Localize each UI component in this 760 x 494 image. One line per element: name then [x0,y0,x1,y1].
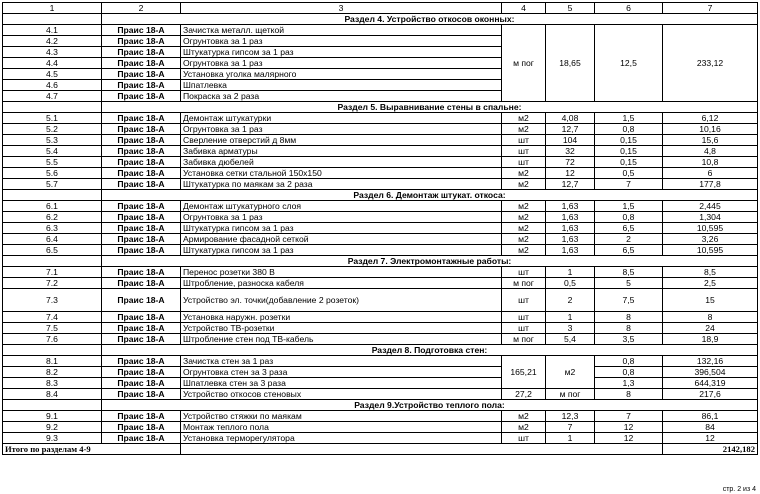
item-number: 5.4 [3,146,102,157]
quantity-cell: 1,63 [546,201,595,212]
quantity-cell: 27,2 [502,389,546,400]
sum-cell: 2,5 [663,278,758,289]
price-code: Праис 18-А [102,135,181,146]
section-header-row [3,102,758,113]
quantity-cell: 32 [546,146,595,157]
price-code: Праис 18-А [102,201,181,212]
unit-cell: м2 [502,223,546,234]
table-row [3,223,758,234]
sum-cell: 1,304 [663,212,758,223]
price-cell: 7,5 [595,289,663,312]
work-description: Установка уголка малярного [181,69,502,80]
price-code: Праис 18-А [102,389,181,400]
price-cell: 7 [595,179,663,190]
price-code: Праис 18-А [102,223,181,234]
item-number: 4.3 [3,47,102,58]
price-cell: 8,5 [595,267,663,278]
quantity-cell: 1,63 [546,234,595,245]
work-description: Огрунтовка стен за 3 раза [181,367,502,378]
work-description: Устройство ТВ-розетки [181,323,502,334]
work-description: Зачистка металл. щеткой [181,25,502,36]
unit-cell: м2 [502,422,546,433]
work-description: Армирование фасадной сеткой [181,234,502,245]
total-spacer [181,444,663,455]
item-number: 8.3 [3,378,102,389]
work-description: Перенос розетки 380 В [181,267,502,278]
item-number: 5.6 [3,168,102,179]
price-code: Праис 18-А [102,245,181,256]
unit-cell: м2 [502,201,546,212]
unit-cell: м2 [546,356,595,389]
section-header-row [3,400,758,411]
price-code: Праис 18-А [102,58,181,69]
column-number: 3 [181,3,502,14]
estimate-table [2,2,758,455]
section-header-row [3,14,758,25]
work-description: Установка сетки стальной 150х150 [181,168,502,179]
price-cell: 0,8 [595,124,663,135]
item-number: 7.4 [3,312,102,323]
quantity-cell: 4,08 [546,113,595,124]
sum-cell: 2,445 [663,201,758,212]
item-number: 7.2 [3,278,102,289]
price-cell: 2 [595,234,663,245]
price-cell: 8 [595,312,663,323]
sum-cell: 6,12 [663,113,758,124]
section-title: Раздел 5. Выравнивание стены в спальне: [102,102,758,113]
table-row [3,367,758,378]
item-number: 4.4 [3,58,102,69]
table-row [3,113,758,124]
price-cell: 0,8 [595,367,663,378]
unit-cell: м2 [502,113,546,124]
section-spacer [3,102,102,113]
item-number: 6.4 [3,234,102,245]
work-description: Штукатурка гипсом за 1 раз [181,245,502,256]
price-code: Праис 18-А [102,234,181,245]
sum-cell: 217,6 [663,389,758,400]
price-cell: 8 [595,323,663,334]
price-code: Праис 18-А [102,47,181,58]
section-header-row [3,256,758,267]
work-description: Монтаж теплого пола [181,422,502,433]
work-description: Штробление, разноска кабеля [181,278,502,289]
price-cell: 1,3 [595,378,663,389]
section-spacer [3,400,102,411]
quantity-cell: 1,63 [546,212,595,223]
table-row [3,212,758,223]
section-title: Раздел 8. Подготовка стен: [102,345,758,356]
item-number: 8.4 [3,389,102,400]
quantity-cell: 2 [546,289,595,312]
quantity-cell: 1,63 [546,245,595,256]
item-number: 5.1 [3,113,102,124]
price-code: Праис 18-А [102,433,181,444]
item-number: 4.6 [3,80,102,91]
quantity-cell: 165,21 [502,356,546,389]
work-description: Штукатурка гипсом за 1 раз [181,223,502,234]
unit-cell: м2 [502,179,546,190]
section-spacer [3,190,102,201]
unit-cell: м2 [502,168,546,179]
table-row [3,356,758,367]
table-row [3,157,758,168]
work-description: Забивка арматуры [181,146,502,157]
unit-cell: м2 [502,245,546,256]
quantity-cell: 18,65 [546,25,595,102]
item-number: 7.3 [3,289,102,312]
table-row [3,234,758,245]
section-title: Раздел 4. Устройство откосов оконных: [102,14,758,25]
sum-cell: 86,1 [663,411,758,422]
price-code: Праис 18-А [102,179,181,190]
work-description: Устройство эл. точки(добавление 2 розеток) [181,289,502,312]
column-number: 2 [102,3,181,14]
quantity-cell: 7 [546,422,595,433]
quantity-cell: 1 [546,312,595,323]
price-cell: 3,5 [595,334,663,345]
unit-cell: шт [502,135,546,146]
item-number: 9.2 [3,422,102,433]
price-cell: 0,8 [595,212,663,223]
sum-cell: 24 [663,323,758,334]
price-cell: 7 [595,411,663,422]
price-code: Праис 18-А [102,36,181,47]
price-code: Праис 18-А [102,80,181,91]
quantity-cell: 72 [546,157,595,168]
item-number: 8.1 [3,356,102,367]
item-number: 6.5 [3,245,102,256]
price-code: Праис 18-А [102,146,181,157]
unit-cell: м пог [502,25,546,102]
table-row [3,201,758,212]
sum-cell: 4,8 [663,146,758,157]
unit-cell: м пог [546,389,595,400]
price-cell: 0,15 [595,157,663,168]
sum-cell: 396,504 [663,367,758,378]
table-row [3,411,758,422]
item-number: 4.2 [3,36,102,47]
unit-cell: шт [502,157,546,168]
work-description: Демонтаж штукатурки [181,113,502,124]
price-code: Праис 18-А [102,323,181,334]
table-row [3,124,758,135]
price-code: Праис 18-А [102,113,181,124]
unit-cell: м пог [502,278,546,289]
section-title: Раздел 6. Демонтаж штукат. откоса: [102,190,758,201]
item-number: 6.2 [3,212,102,223]
item-number: 4.7 [3,91,102,102]
price-code: Праис 18-А [102,69,181,80]
unit-cell: шт [502,289,546,312]
table-row [3,168,758,179]
table-row [3,312,758,323]
work-description: Зачистка стен за 1 раз [181,356,502,367]
table-row [3,245,758,256]
sum-cell: 6 [663,168,758,179]
sum-cell: 644,319 [663,378,758,389]
work-description: Огрунтовка за 1 раз [181,58,502,69]
sum-cell: 8 [663,312,758,323]
table-row [3,334,758,345]
sum-cell: 10,595 [663,245,758,256]
section-header-row [3,345,758,356]
unit-cell: м2 [502,124,546,135]
total-label: Итого по разделам 4-9 [3,444,181,455]
item-number: 4.5 [3,69,102,80]
price-cell: 1,5 [595,113,663,124]
section-spacer [3,256,102,267]
work-description: Огрунтовка за 1 раз [181,36,502,47]
table-row [3,433,758,444]
price-code: Праис 18-А [102,168,181,179]
item-number: 7.5 [3,323,102,334]
unit-cell: шт [502,146,546,157]
unit-cell: шт [502,312,546,323]
item-number: 5.7 [3,179,102,190]
price-cell: 12 [595,422,663,433]
work-description: Шпатлевка [181,80,502,91]
sum-cell: 177,8 [663,179,758,190]
unit-cell: м2 [502,234,546,245]
sum-cell: 15 [663,289,758,312]
price-code: Праис 18-А [102,356,181,367]
column-number: 7 [663,3,758,14]
work-description: Забивка дюбелей [181,157,502,168]
table-row [3,389,758,400]
price-code: Праис 18-А [102,212,181,223]
price-cell: 0,8 [595,356,663,367]
price-code: Праис 18-А [102,124,181,135]
price-cell: 6,5 [595,245,663,256]
quantity-cell: 104 [546,135,595,146]
sum-cell: 10,595 [663,223,758,234]
unit-cell: шт [502,433,546,444]
work-description: Сверление отверстий д 8мм [181,135,502,146]
price-cell: 0,15 [595,146,663,157]
work-description: Штробление стен под ТВ-кабель [181,334,502,345]
work-description: Шпатлевка стен за 3 раза [181,378,502,389]
price-code: Праис 18-А [102,334,181,345]
price-code: Праис 18-А [102,289,181,312]
table-row [3,146,758,157]
quantity-cell: 12,3 [546,411,595,422]
section-spacer [3,14,102,25]
table-row [3,179,758,190]
table-row [3,289,758,312]
quantity-cell: 1 [546,267,595,278]
item-number: 5.3 [3,135,102,146]
price-cell: 0,15 [595,135,663,146]
table-row [3,323,758,334]
price-code: Праис 18-А [102,411,181,422]
item-number: 9.3 [3,433,102,444]
sum-cell: 8,5 [663,267,758,278]
table-row [3,422,758,433]
unit-cell: м пог [502,334,546,345]
sum-cell: 10,16 [663,124,758,135]
work-description: Огрунтовка за 1 раз [181,124,502,135]
table-row [3,378,758,389]
column-number-row [3,3,758,14]
price-code: Праис 18-А [102,267,181,278]
quantity-cell: 12,7 [546,179,595,190]
table-row [3,135,758,146]
quantity-cell: 5,4 [546,334,595,345]
item-number: 7.6 [3,334,102,345]
section-header-row [3,190,758,201]
price-code: Праис 18-А [102,25,181,36]
column-number: 4 [502,3,546,14]
table-row [3,278,758,289]
table-row [3,267,758,278]
price-cell: 8 [595,389,663,400]
item-number: 5.2 [3,124,102,135]
price-cell: 1,5 [595,201,663,212]
quantity-cell: 12,7 [546,124,595,135]
price-cell: 5 [595,278,663,289]
sum-cell: 10,8 [663,157,758,168]
work-description: Штукатурка по маякам за 2 раза [181,179,502,190]
work-description: Демонтаж штукатурного слоя [181,201,502,212]
item-number: 7.1 [3,267,102,278]
total-row [3,444,758,455]
quantity-cell: 1,63 [546,223,595,234]
page-number: стр. 2 из 4 [722,486,756,493]
work-description: Установка наружн. розетки [181,312,502,323]
item-number: 4.1 [3,25,102,36]
work-description: Огрунтовка за 1 раз [181,212,502,223]
item-number: 8.2 [3,367,102,378]
item-number: 6.3 [3,223,102,234]
sum-cell: 15,6 [663,135,758,146]
section-title: Раздел 7. Электромонтажные работы: [102,256,758,267]
price-code: Праис 18-А [102,278,181,289]
sum-cell: 132,16 [663,356,758,367]
work-description: Устройство стяжки по маякам [181,411,502,422]
sum-cell: 3,26 [663,234,758,245]
quantity-cell: 1 [546,433,595,444]
price-code: Праис 18-А [102,157,181,168]
sum-cell: 12 [663,433,758,444]
total-value: 2142,182 [663,444,758,455]
item-number: 6.1 [3,201,102,212]
unit-cell: шт [502,323,546,334]
sum-cell: 233,12 [663,25,758,102]
work-description: Устройство откосов стеновых [181,389,502,400]
price-cell: 0,5 [595,168,663,179]
price-code: Праис 18-А [102,367,181,378]
sum-cell: 84 [663,422,758,433]
unit-cell: шт [502,267,546,278]
quantity-cell: 0,5 [546,278,595,289]
table-row [3,25,758,36]
price-code: Праис 18-А [102,312,181,323]
quantity-cell: 3 [546,323,595,334]
quantity-cell: 12 [546,168,595,179]
item-number: 9.1 [3,411,102,422]
price-cell: 12,5 [595,25,663,102]
work-description: Установка терморегулятора [181,433,502,444]
price-cell: 12 [595,433,663,444]
price-code: Праис 18-А [102,378,181,389]
unit-cell: м2 [502,212,546,223]
work-description: Штукатурка гипсом за 1 раз [181,47,502,58]
work-description: Покраска за 2 раза [181,91,502,102]
sum-cell: 18,9 [663,334,758,345]
price-code: Праис 18-А [102,91,181,102]
column-number: 6 [595,3,663,14]
item-number: 5.5 [3,157,102,168]
unit-cell: м2 [502,411,546,422]
column-number: 5 [546,3,595,14]
column-number: 1 [3,3,102,14]
price-code: Праис 18-А [102,422,181,433]
section-title: Раздел 9.Устройство теплого пола: [102,400,758,411]
price-cell: 6,5 [595,223,663,234]
section-spacer [3,345,102,356]
